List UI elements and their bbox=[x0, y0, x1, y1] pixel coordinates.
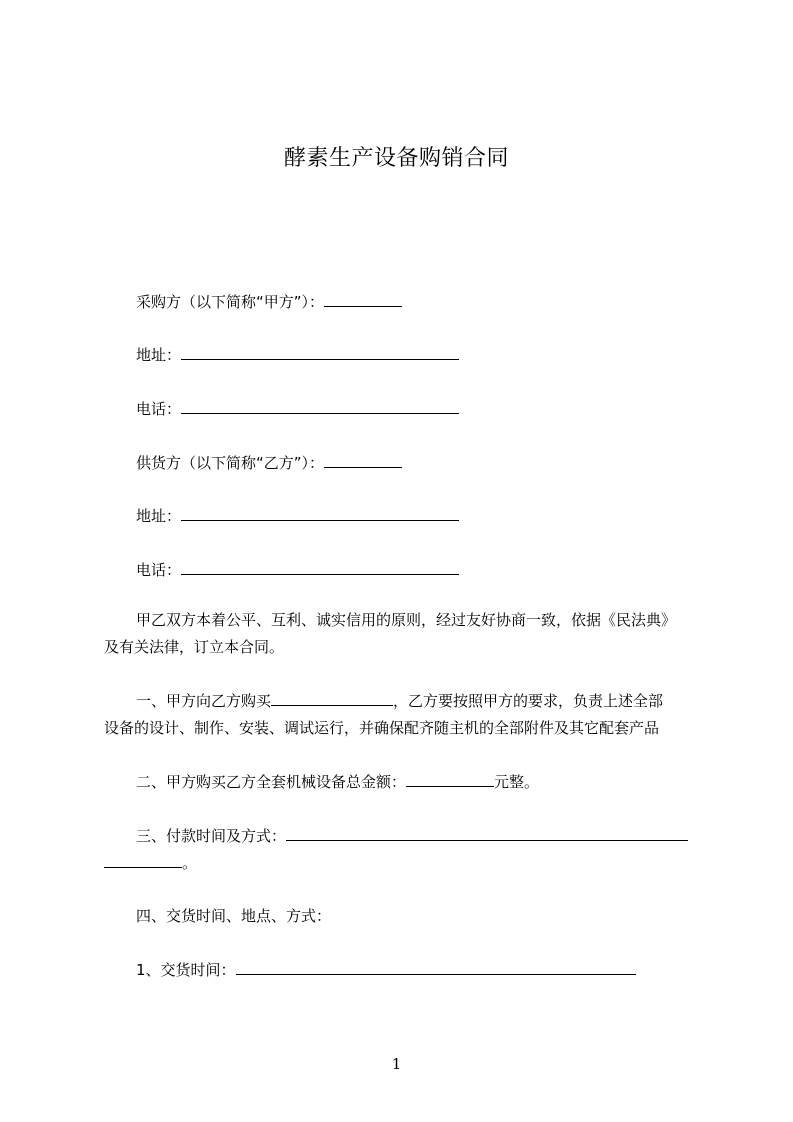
clause-1-suffix: ，乙方要按照甲方的要求，负责上述全部 bbox=[393, 692, 664, 710]
contract-title: 酵素生产设备购销合同 bbox=[283, 146, 509, 171]
buyer-label: 采购方（以下简称“甲方”）： bbox=[136, 293, 325, 311]
seller-address-label: 地址： bbox=[136, 507, 182, 525]
clause-2-suffix: 元整。 bbox=[494, 773, 540, 791]
clause-1-line-1 bbox=[136, 691, 663, 711]
seller-phone-line bbox=[136, 560, 459, 580]
clause-4-1-label: 1、交货时间： bbox=[136, 961, 236, 979]
clause-1-blank[interactable] bbox=[271, 691, 393, 706]
clause-3-end: 。 bbox=[182, 854, 198, 872]
clause-3-line-1 bbox=[136, 826, 688, 846]
clause-3-prefix: 三、付款时间及方式： bbox=[136, 827, 287, 845]
intro-line-2: 及有关法律，订立本合同。 bbox=[104, 638, 285, 656]
clause-1-prefix: 一、甲方向乙方购买 bbox=[136, 692, 272, 710]
seller-label: 供货方（以下简称“乙方”）： bbox=[136, 454, 325, 472]
clause-4-heading: 四、交货时间、地点、方式： bbox=[136, 907, 332, 925]
clause-1-line-2: 设备的设计、制作、安装、调试运行，并确保配齐随主机的全部附件及其它配套产品 bbox=[104, 719, 660, 737]
clause-2-line bbox=[136, 772, 539, 792]
buyer-blank[interactable] bbox=[324, 292, 402, 307]
buyer-phone-blank[interactable] bbox=[181, 399, 459, 414]
seller-address-blank[interactable] bbox=[181, 506, 459, 521]
clause-3-blank[interactable] bbox=[286, 826, 688, 841]
delivery-time-blank[interactable] bbox=[236, 960, 636, 975]
buyer-phone-label: 电话： bbox=[136, 400, 182, 418]
seller-blank[interactable] bbox=[324, 453, 402, 468]
buyer-address-blank[interactable] bbox=[181, 345, 459, 360]
seller-line bbox=[136, 453, 402, 473]
seller-phone-label: 电话： bbox=[136, 561, 182, 579]
clause-3-line-2 bbox=[104, 853, 197, 873]
clause-4-1-line bbox=[136, 960, 636, 980]
intro-line-1: 甲乙双方本着公平、互利、诚实信用的原则，经过友好协商一致，依据《民法典》 bbox=[136, 611, 677, 629]
clause-2-amount-blank[interactable] bbox=[406, 772, 494, 787]
buyer-line bbox=[136, 292, 402, 312]
seller-address-line bbox=[136, 506, 459, 526]
buyer-phone-line bbox=[136, 399, 459, 419]
clause-3-blank-continued[interactable] bbox=[104, 853, 182, 868]
buyer-address-label: 地址： bbox=[136, 346, 182, 364]
buyer-address-line bbox=[136, 345, 459, 365]
clause-2-prefix: 二、甲方购买乙方全套机械设备总金额： bbox=[136, 773, 407, 791]
page-number: 1 bbox=[391, 1055, 402, 1073]
seller-phone-blank[interactable] bbox=[181, 560, 459, 575]
